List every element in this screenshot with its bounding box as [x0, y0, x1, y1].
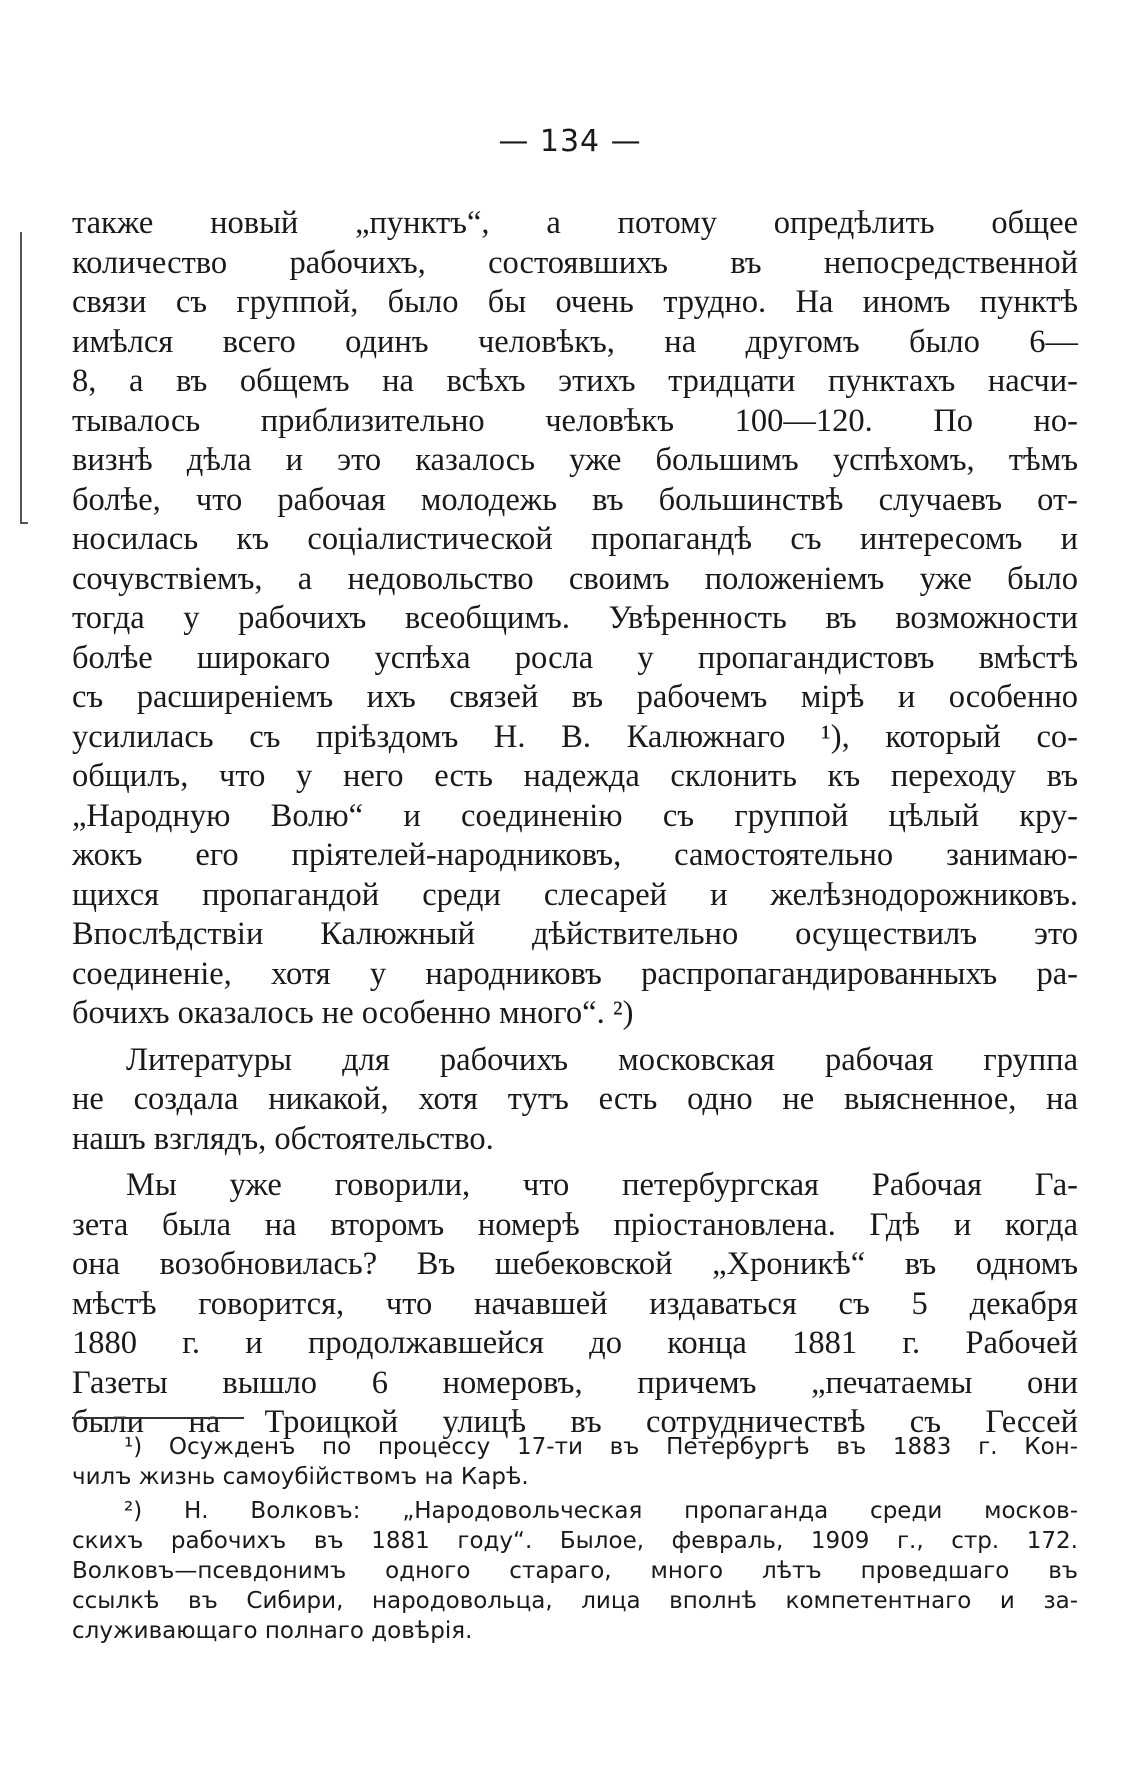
text-line: зета была на второмъ номерѣ пріостановлена. Гдѣ и когда: [72, 1206, 1078, 1243]
text-line: 8, а въ общемъ на всѣхъ этихъ тридцати пунктахъ насчи-: [72, 363, 1078, 399]
paragraph-1: [72, 204, 1078, 1034]
text-line: количество рабочихъ, состоявшихъ въ непосредственной: [72, 244, 1078, 281]
text-line: щихся пропагандой среди слесарей и желѣзнодорожниковъ.: [72, 876, 1078, 913]
text-line: визнѣ дѣла и это казалось уже большимъ успѣхомъ, тѣмъ: [72, 442, 1078, 478]
text-line: болѣе широкаго успѣха росла у пропагандистовъ вмѣстѣ: [72, 639, 1078, 676]
text-line: соединеніе, хотя у народниковъ распропагандированныхъ ра-: [72, 955, 1078, 992]
text-line: Впослѣдствіи Калюжный дѣйствительно осуществилъ это: [72, 916, 1078, 952]
text-line: Мы уже говорили, что петербургская Рабочая Га-: [126, 1167, 1078, 1203]
text-line: имѣлся всего одинъ человѣкъ, на другомъ было 6—: [72, 323, 1078, 360]
text-line: сочувствіемъ, а недовольство своимъ положеніемъ уже было: [72, 560, 1078, 597]
footnote-divider: [72, 1417, 244, 1419]
footnote-line: служивающаго полнаго довѣрія.: [72, 1618, 473, 1644]
text-line: были на Троицкой улицѣ въ сотрудничествѣ съ Гессей: [72, 1404, 1078, 1440]
text-line: съ расширеніемъ ихъ связей въ рабочемъ мірѣ и особенно: [72, 679, 1078, 715]
text-line: тогда у рабочихъ всеобщимъ. Увѣренность въ возможности: [72, 600, 1078, 636]
text-line: нашъ взглядъ, обстоятельство.: [72, 1120, 494, 1157]
footnote-1: [72, 1432, 1078, 1492]
text-line: Газеты вышло 6 номеровъ, причемъ „печатаемы они: [72, 1364, 1078, 1401]
footnote-line: чилъ жизнь самоубійствомъ на Карѣ.: [72, 1464, 529, 1490]
text-line: 1880 г. и продолжавшейся до конца 1881 г. Рабочей: [72, 1325, 1078, 1361]
footnote-line: ²) Н. Волковъ: „Народовольческая пропаганда среди москов-: [124, 1498, 1078, 1524]
paragraph-2: [72, 1041, 1078, 1160]
text-line: Литературы для рабочихъ московская рабочая группа: [126, 1041, 1078, 1078]
footnote-line: скихъ рабочихъ въ 1881 году“. Былое, февраль, 1909 г., стр. 172.: [72, 1528, 1078, 1554]
text-line: тывалось приблизительно человѣкъ 100—120. По но-: [72, 402, 1078, 439]
page-number: — 134 —: [498, 124, 642, 159]
text-line: общилъ, что у него есть надежда склонить къ переходу въ: [72, 758, 1078, 794]
text-line: она возобновилась? Въ шебековской „Хроникѣ“ въ одномъ: [72, 1246, 1078, 1282]
text-line: бочихъ оказалось не особенно много“. ²): [72, 995, 634, 1031]
text-line: болѣе, что рабочая молодежь въ большинствѣ случаевъ от-: [72, 481, 1078, 518]
footnote-line: ссылкѣ въ Сибири, народовольца, лица вполнѣ компетентнаго и за-: [72, 1588, 1078, 1614]
margin-mark-tick: [20, 522, 28, 524]
text-line: также новый „пунктъ“, а потому опредѣлить общее: [72, 205, 1078, 241]
paragraph-3: [72, 1166, 1078, 1443]
footnote-2: [72, 1496, 1078, 1646]
text-line: усилилась съ пріѣздомъ Н. В. Калюжнаго ¹), который со-: [72, 718, 1078, 755]
text-line: „Народную Волю“ и соединенію съ группой цѣлый кру-: [72, 797, 1078, 834]
text-line: жокъ его пріятелей-народниковъ, самостоятельно занимаю-: [72, 837, 1078, 873]
main-text: [72, 204, 1078, 1443]
footnote-line: ¹) Осужденъ по процессу 17-ти въ Петербургѣ въ 1883 г. Кон-: [124, 1434, 1078, 1460]
text-line: носилась къ соціалистической пропагандѣ съ интересомъ и: [72, 521, 1078, 557]
footnote-line: Волковъ—псевдонимъ одного стараго, много лѣтъ проведшаго въ: [72, 1558, 1078, 1584]
margin-mark-line: [20, 232, 22, 524]
footnotes: [72, 1432, 1078, 1650]
text-line: не создала никакой, хотя тутъ есть одно не выясненное, на: [72, 1081, 1078, 1117]
text-line: мѣстѣ говорится, что начавшей издаваться съ 5 декабря: [72, 1285, 1078, 1322]
text-line: связи съ группой, было бы очень трудно. На иномъ пунктѣ: [72, 284, 1078, 320]
